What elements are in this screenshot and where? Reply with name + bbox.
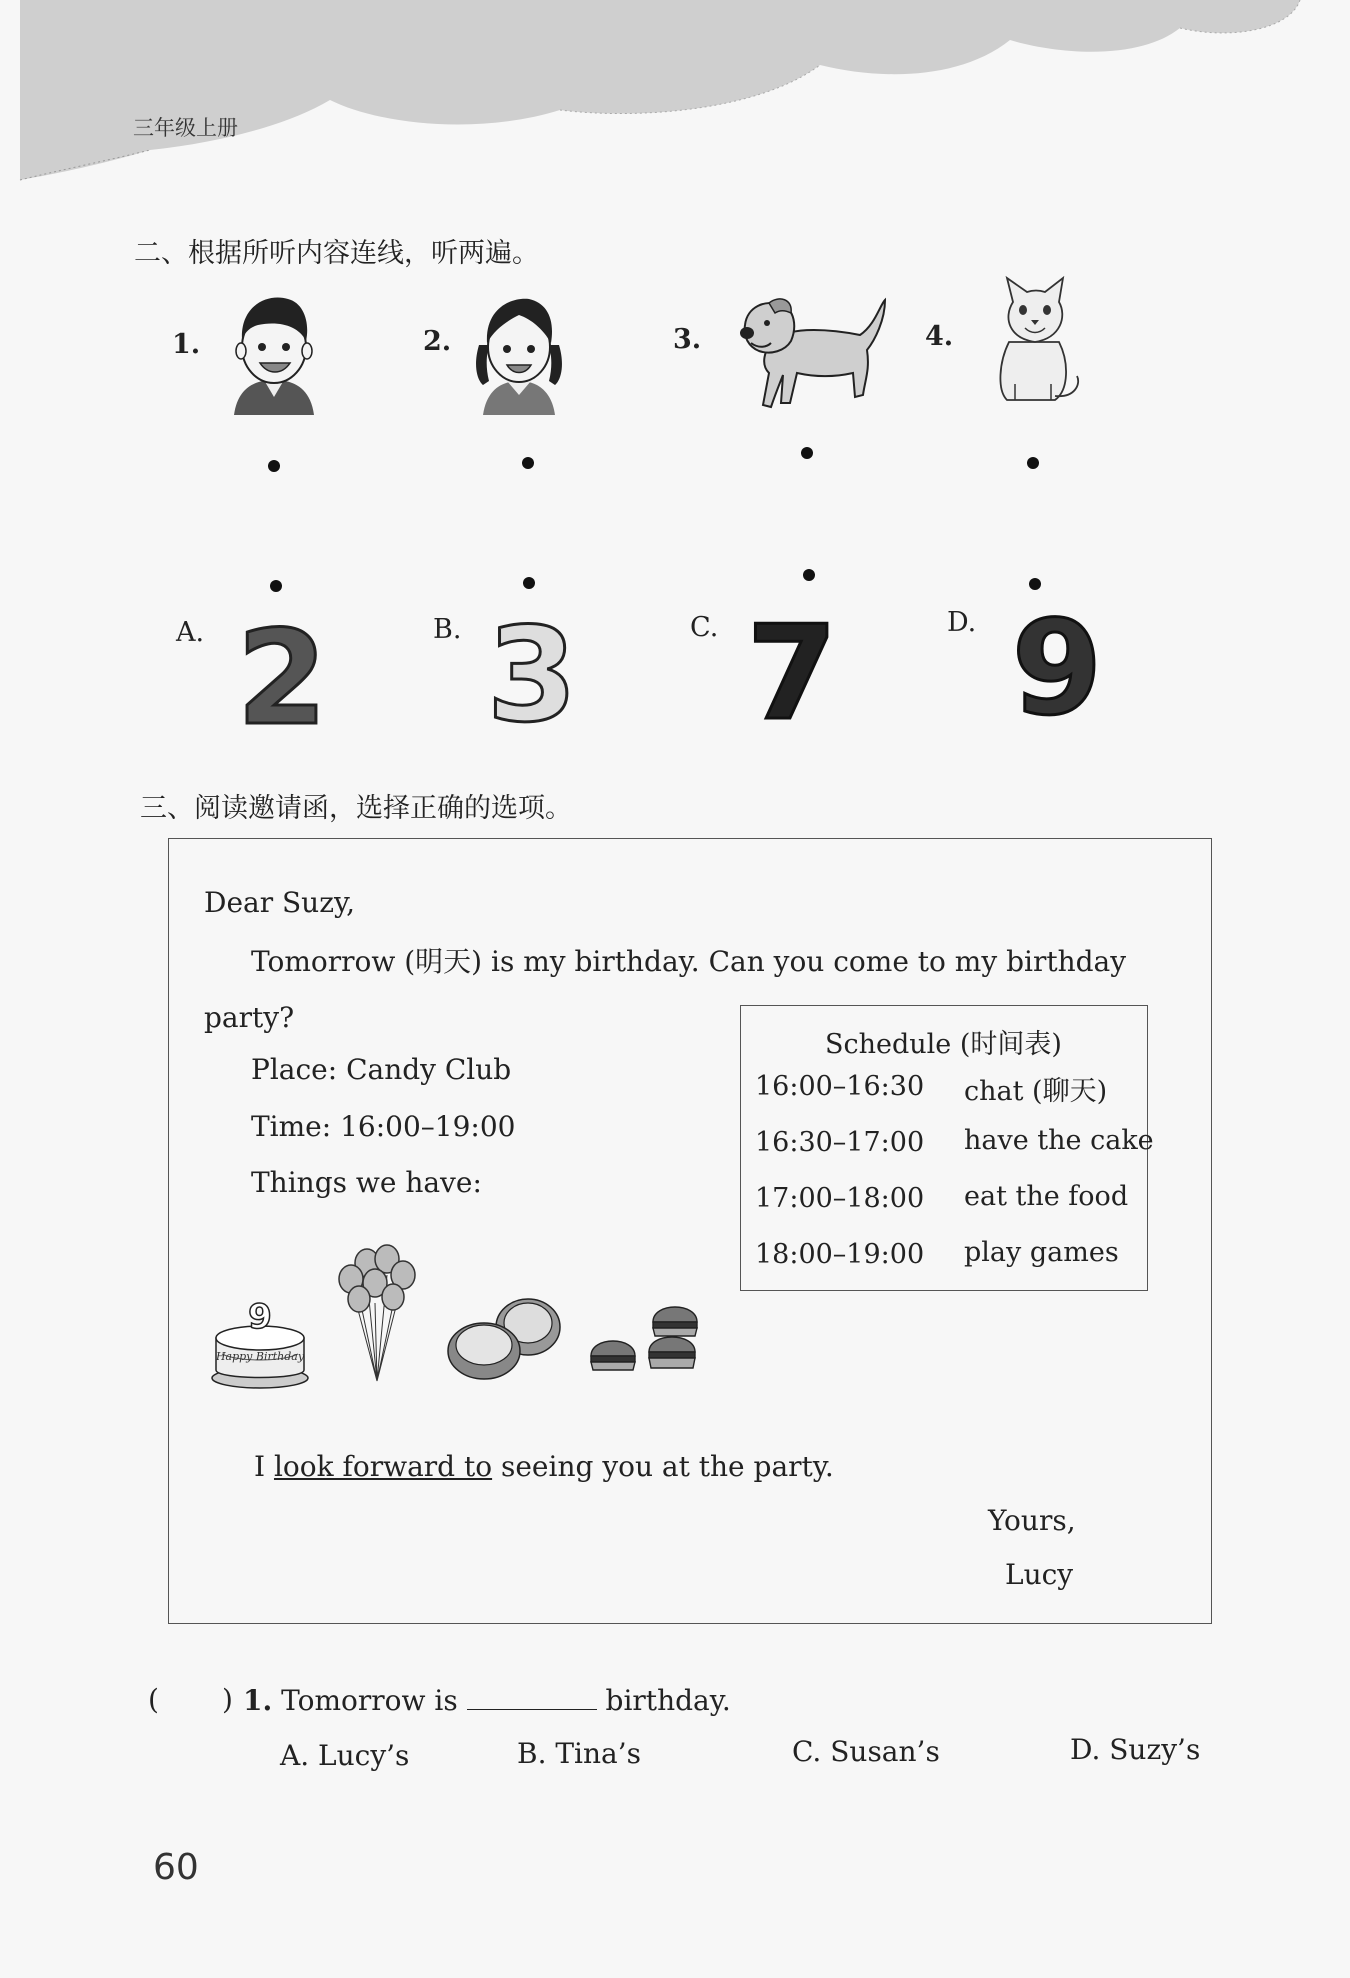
letter-things: Things we have: bbox=[251, 1166, 482, 1199]
section3-title: 三、阅读邀请函，选择正确的选项。 bbox=[140, 793, 572, 824]
match-dot-bottom-c[interactable] bbox=[803, 569, 815, 581]
grade-label: 三年级上册 bbox=[133, 116, 238, 140]
burgers-icon bbox=[587, 1302, 712, 1384]
dog-icon bbox=[735, 295, 890, 415]
egg-tarts-icon bbox=[442, 1293, 564, 1383]
svg-text:9: 9 bbox=[1011, 605, 1103, 725]
svg-text:3: 3 bbox=[486, 612, 578, 732]
question-1-stem: 1. Tomorrow is birthday. bbox=[243, 1684, 731, 1717]
match-dot-top-2[interactable] bbox=[522, 457, 534, 469]
choice-c[interactable]: C. Susan’s bbox=[792, 1735, 940, 1768]
option-label-d: D. bbox=[947, 607, 977, 638]
option-label-a: A. bbox=[176, 617, 205, 648]
letter-time: Time: 16:00–19:00 bbox=[251, 1110, 516, 1143]
schedule-activity: play games bbox=[964, 1237, 1119, 1268]
balloons-icon bbox=[335, 1243, 420, 1383]
match-dot-bottom-b[interactable] bbox=[523, 577, 535, 589]
letter-line-1: Tomorrow (明天) is my birthday. Can you come to my birthday bbox=[251, 945, 1127, 978]
numeral-7 bbox=[745, 610, 840, 730]
picture-label-4: 4. bbox=[925, 321, 954, 352]
birthday-cake-icon bbox=[208, 1288, 312, 1390]
schedule-activity: have the cake bbox=[964, 1125, 1154, 1156]
svg-text:9: 9 bbox=[248, 1297, 272, 1337]
svg-text:7: 7 bbox=[746, 610, 838, 730]
choice-b[interactable]: B. Tina’s bbox=[517, 1737, 642, 1770]
picture-label-2: 2. bbox=[423, 326, 452, 357]
schedule-activity: eat the food bbox=[964, 1181, 1129, 1212]
letter-line-2: party? bbox=[204, 1001, 295, 1034]
choice-d[interactable]: D. Suzy’s bbox=[1070, 1733, 1201, 1766]
answer-paren-open: ( bbox=[148, 1683, 159, 1716]
option-label-c: C. bbox=[690, 612, 719, 643]
numeral-3 bbox=[485, 612, 580, 732]
answer-paren-close: ) bbox=[222, 1683, 233, 1716]
answer-blank[interactable] bbox=[467, 1683, 597, 1710]
match-dot-top-1[interactable] bbox=[268, 460, 280, 472]
page-number: 60 bbox=[153, 1847, 199, 1888]
header-cloud-banner bbox=[0, 0, 1350, 200]
underlined-phrase: look forward to bbox=[273, 1450, 493, 1483]
schedule-activity: chat (聊天) bbox=[964, 1076, 1108, 1107]
schedule-time: 17:00–18:00 bbox=[755, 1183, 925, 1214]
picture-label-3: 3. bbox=[673, 324, 702, 355]
answer-box[interactable] bbox=[175, 1683, 220, 1717]
letter-signoff: Yours, bbox=[988, 1504, 1076, 1537]
schedule-time: 16:30–17:00 bbox=[755, 1127, 925, 1158]
option-label-b: B. bbox=[433, 614, 462, 645]
section2-title: 二、根据所听内容连线，听两遍。 bbox=[134, 238, 539, 269]
boy-icon bbox=[228, 285, 320, 415]
svg-text:2: 2 bbox=[236, 615, 328, 735]
letter-closing-line: I look forward to seeing you at the party. bbox=[254, 1450, 834, 1483]
numeral-2 bbox=[235, 615, 330, 735]
letter-signature: Lucy bbox=[1005, 1558, 1074, 1591]
match-dot-top-4[interactable] bbox=[1027, 457, 1039, 469]
svg-text:Happy Birthday: Happy Birthday bbox=[215, 1350, 305, 1363]
letter-greeting: Dear Suzy, bbox=[204, 886, 355, 919]
schedule-time: 16:00–16:30 bbox=[755, 1071, 925, 1102]
schedule-time: 18:00–19:00 bbox=[755, 1239, 925, 1270]
picture-label-1: 1. bbox=[172, 329, 201, 360]
girl-icon bbox=[473, 285, 565, 415]
match-dot-bottom-a[interactable] bbox=[270, 580, 282, 592]
match-dot-top-3[interactable] bbox=[801, 447, 813, 459]
match-dot-bottom-d[interactable] bbox=[1029, 578, 1041, 590]
choice-a[interactable]: A. Lucy’s bbox=[280, 1739, 410, 1772]
letter-place: Place: Candy Club bbox=[251, 1053, 512, 1086]
schedule-title: Schedule (时间表) bbox=[825, 1029, 1062, 1060]
cat-icon bbox=[985, 272, 1085, 412]
numeral-9 bbox=[1010, 605, 1105, 725]
